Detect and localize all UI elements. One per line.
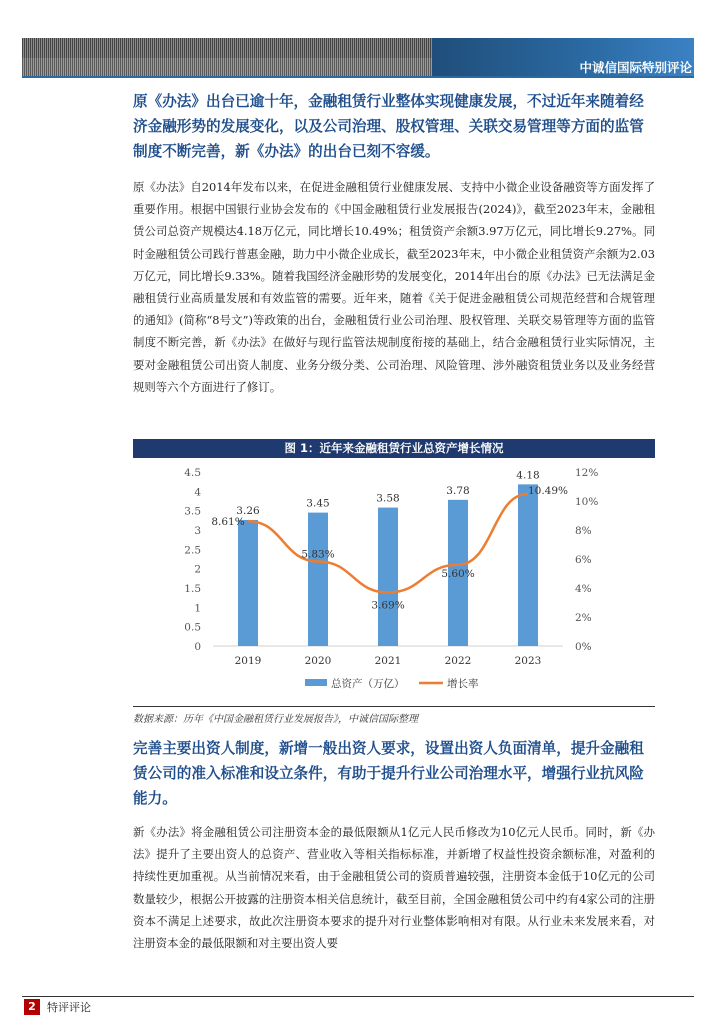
x-tick-label: 2019 (234, 655, 262, 667)
section-1-lead: 原《办法》出台已逾十年，金融租赁行业整体实现健康发展，不过近年来随着经济金融形势的发展变化，以及公司治理、股权管理、关联交易管理等方面的监管制度不断完善，新《办法》的出台已刻不容缓。 (133, 93, 644, 160)
y-right-tick-label: 0% (575, 641, 592, 653)
bar-total-assets (238, 520, 258, 646)
bar-data-label: 3.45 (306, 497, 330, 510)
x-tick-label: 2022 (444, 655, 472, 667)
line-data-label: 5.60% (441, 567, 475, 580)
y-right-tick-label: 6% (575, 554, 592, 566)
section-2 (133, 736, 655, 954)
bar-data-label: 3.26 (236, 504, 260, 517)
y-right-tick-label: 2% (575, 612, 592, 624)
y-left-tick-label: 0.5 (184, 621, 201, 634)
y-right-tick-label: 12% (575, 467, 599, 479)
y-right-tick-label: 10% (575, 496, 599, 508)
bar-data-label: 3.78 (446, 484, 470, 497)
y-right-tick-label: 4% (575, 583, 592, 595)
line-data-label: 8.61% (211, 516, 245, 529)
page-number: 2 (24, 999, 40, 1015)
bar-data-label: 3.58 (376, 492, 400, 505)
bar-data-label: 4.18 (516, 469, 540, 482)
section-1 (133, 89, 655, 398)
y-left-tick-label: 0 (194, 641, 201, 653)
y-left-tick-label: 3 (194, 525, 201, 537)
x-tick-label: 2021 (374, 655, 402, 667)
section-1-body: 原《办法》自2014年发布以来，在促进金融租赁行业健康发展、支持中小微企业设备融资等方面发挥了重要作用。根据中国银行业协会发布的《中国金融租赁行业发展报告(2024)》，截至2023年末，金融租赁公司总资产规模达4.18万亿元，同比增长10.49%；租赁资产余额3.97万亿元，同比增长9.27%。同时金融租赁公司践行普惠金融，助力中小微企业成长，截至2023年末，中小微企业租赁资产余额为2.03万亿元，同比增长9.33%。随着我国经济金融形势的发展变化，2014年出台的原《办法》已无法满足金融租赁行业高质量发展和有效监管的需要。近年来，随着《关于促进金融租赁公司规范经营和合规管理的通知》(简称“8号文”)等政策的出台，金融租赁行业公司治理、股权管理、关联交易管理等方面的监管制度不断完善，新《办法》在做好与现行监管法规制度衔接的基础上，结合金融租赁行业实际情况，主要对金融租赁公司出资人制度、业务分级分类、公司治理、风险管理、涉外融资租赁业务以及业务经营规则等六个方面进行了修订。 (133, 180, 655, 394)
header-title: 中诚信国际特别评论 (579, 60, 692, 75)
bar-total-assets (378, 508, 398, 646)
line-data-label: 10.49% (527, 484, 569, 497)
line-data-label: 3.69% (371, 599, 405, 612)
y-right-tick-label: 8% (575, 525, 592, 537)
y-left-tick-label: 3.5 (184, 505, 201, 518)
section-2-lead: 完善主要出资人制度，新增一般出资人要求，设置出资人负面清单，提升金融租赁公司的准入标准和设立条件，有助于提升行业公司治理水平，增强行业抗风险能力。 (133, 740, 644, 807)
y-left-tick-label: 4 (194, 486, 201, 499)
figure-title: 图 1：近年来金融租赁行业总资产增长情况 (133, 439, 655, 458)
y-left-tick-label: 2.5 (184, 544, 201, 557)
legend-swatch-assets (305, 679, 327, 686)
x-tick-label: 2020 (304, 655, 332, 667)
y-left-tick-label: 4.5 (184, 467, 201, 479)
asset-growth-chart (133, 458, 655, 704)
y-left-tick-label: 1 (194, 602, 201, 615)
legend-label-assets: 总资产（万亿） (331, 678, 405, 690)
bar-total-assets (308, 513, 328, 646)
bar-total-assets (518, 484, 538, 646)
legend-label-growth: 增长率 (447, 678, 479, 690)
x-tick-label: 2023 (514, 655, 542, 667)
header-rule (22, 76, 694, 78)
figure-source: 数据来源：历年《中国金融租赁行业发展报告》，中诚信国际整理 (133, 706, 655, 725)
y-left-tick-label: 2 (194, 563, 201, 576)
footer-rule (22, 996, 694, 997)
section-2-body: 新《办法》将金融租赁公司注册资本金的最低限额从1亿元人民币修改为10亿元人民币。同时，新《办法》提升了主要出资人的总资产、营业收入等相关指标标准，并新增了权益性投资余额标准，对盈利的持续性更加重视。从当前情况来看，由于金融租赁公司的资质普遍较强，注册资本金低于10亿元的公司数量较少，根据公开披露的注册资本相关信息统计，截至目前，全国金融租赁公司中约有4家公司的注册资本不满足上述要求，故此次注册资本要求的提升对行业整体影响相对有限。从行业未来发展来看，对注册资本金的最低限额和对主要出资人要 (133, 825, 655, 951)
line-data-label: 5.83% (301, 548, 335, 561)
y-left-tick-label: 1.5 (184, 583, 201, 595)
footer-label: 特评评论 (47, 1001, 91, 1014)
